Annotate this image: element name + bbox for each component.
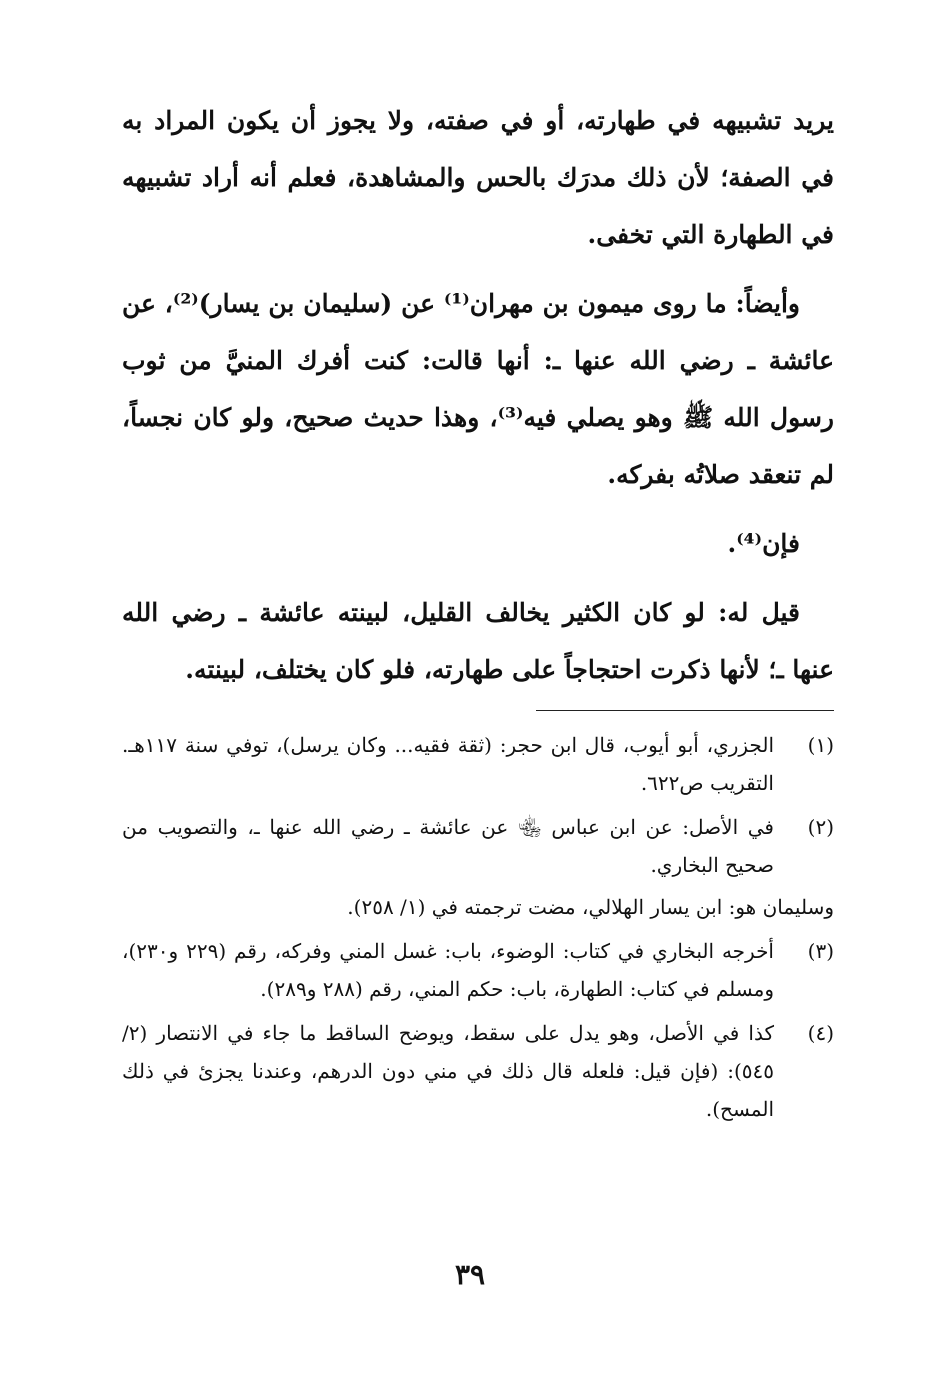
paragraph-3: فإن⁽⁴⁾. [727, 529, 800, 558]
paragraph-4: قيل له: لو كان الكثير يخالف القليل، لبينته عائشة ـ رضي الله عنها ـ؛ لأنها ذكرت احتجاجاً على طهارته، فلو كان يختلف، لبينته. [122, 598, 834, 684]
paragraph-2: وأيضاً: ما روى ميمون بن مهران⁽¹⁾ عن (سليمان بن يسار)⁽²⁾، عن عائشة ـ رضي الله عنها ـ: أنها قالت: كنت أفرك المنيَّ من ثوب رسول الله ﷺ وهو يصلي فيه⁽³⁾، وهذا حديث صحيح، ولو كان نجساً، لم تنعقد صلاتُه بفركه. [122, 289, 835, 489]
footnote-text: في الأصل: عن ابن عباس ﵄ عن عائشة ـ رضي الله عنها ـ، والتصويب من صحيح البخاري. [122, 815, 774, 877]
paragraph-1: يريد تشبيهه في طهارته، أو في صفته، ولا يجوز أن يكون المراد به في الصفة؛ لأن ذلك مدرَك بالحس والمشاهدة، فعلم أنه أراد تشبيهه في الطهارة التي تخفى. [122, 106, 834, 249]
footnote-3 [122, 932, 834, 1008]
footnote-text: كذا في الأصل، وهو يدل على سقط، ويوضح الساقط ما جاء في الانتصار (٢/ ٥٤٥): (فإن قيل: فلعله قال ذلك في مني دون الدرهم، وعندنا يجزئ في ذلك المسح). [122, 1021, 774, 1121]
main-text [122, 92, 834, 710]
footnote-number: (٢) [807, 815, 834, 839]
footnote-text: الجزري، أبو أيوب، قال ابن حجر: (ثقة فقيه... وكان يرسل)، توفي سنة ١١٧هـ. التقريب ص٦٢٢. [122, 733, 774, 795]
footnote-number: (٣) [807, 939, 834, 963]
footnote-number: (٤) [807, 1021, 834, 1045]
footnote-2 [122, 808, 834, 884]
footnote-2-continuation: وسليمان هو: ابن يسار الهلالي، مضت ترجمته في (١/ ٢٥٨). [347, 895, 834, 919]
footnote-number: (١) [807, 733, 834, 757]
footnotes [122, 726, 834, 1134]
footnote-separator [536, 710, 834, 711]
footnote-text: أخرجه البخاري في كتاب: الوضوء، باب: غسل المني وفركه، رقم (٢٢٩ و٢٣٠)، ومسلم في كتاب: الطهارة، باب: حكم المني، رقم (٢٨٨ و٢٨٩). [122, 939, 774, 1001]
footnote-1 [122, 726, 834, 802]
page-number: ٣٩ [454, 1258, 486, 1291]
footnote-4 [122, 1014, 834, 1128]
